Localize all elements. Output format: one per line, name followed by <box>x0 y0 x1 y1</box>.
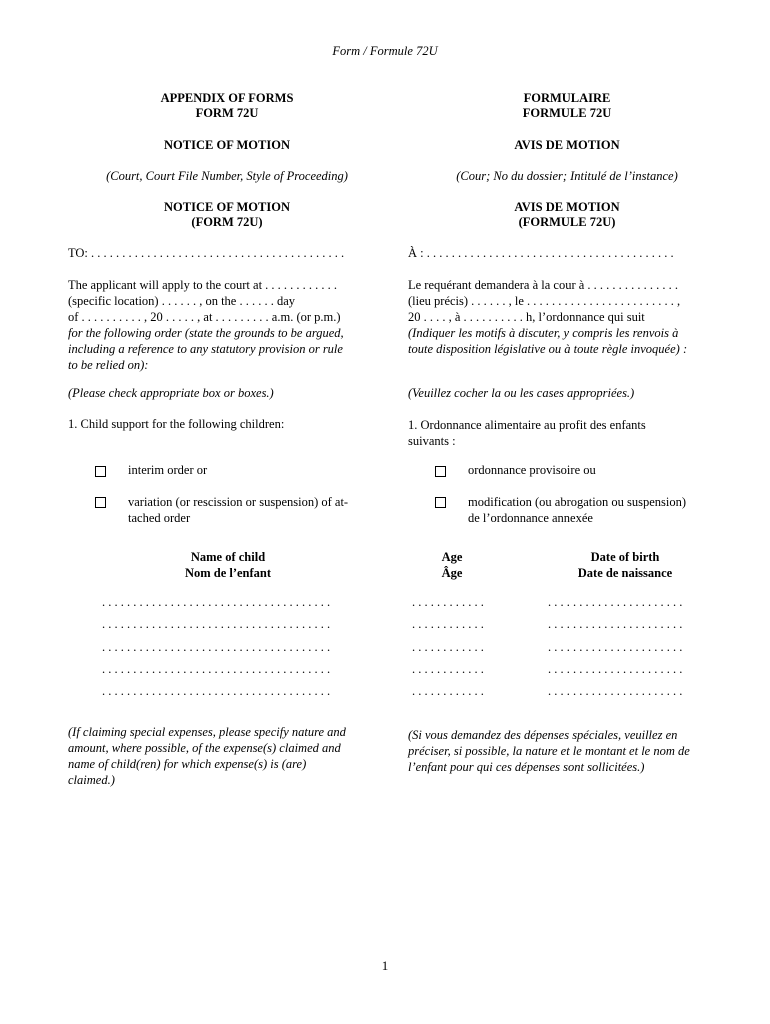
special-line: l’enfant pour qui ces dépenses sont sollicitées.) <box>408 760 645 774</box>
variation-label-en <box>128 494 386 526</box>
special-line: (If claiming special expenses, please specify nature and <box>68 725 346 739</box>
special-line: amount, where possible, of the expense(s) claimed and <box>68 741 341 755</box>
form-number-fr-2: (FORMULE 72U) <box>518 215 616 229</box>
form-number-en: FORM 72U <box>195 106 259 120</box>
formulaire-title: FORMULAIRE <box>523 91 611 105</box>
column-header-dob-en: Date of birth <box>590 550 660 564</box>
page-header: Form / Formule 72U <box>332 44 438 58</box>
notice-title-en: NOTICE OF MOTION <box>164 138 290 152</box>
dob-blank[interactable]: . . . . . . . . . . . . . . . . . . . . . . <box>548 662 683 676</box>
item-1-fr <box>408 417 726 449</box>
motion-line: of . . . . . . . . . . , 20 . . . . . , at . . . . . . . . . a.m. (or p.m.) <box>68 310 341 324</box>
item-1-fr-line: 1. Ordonnance alimentaire au profit des enfants <box>408 418 646 432</box>
motion-line: The applicant will apply to the court at . . . . . . . . . . . . <box>68 278 338 292</box>
dob-blank[interactable]: . . . . . . . . . . . . . . . . . . . . . . <box>548 640 683 654</box>
age-blank[interactable]: . . . . . . . . . . . . <box>412 662 484 676</box>
column-header-name-en: Name of child <box>190 550 266 564</box>
variation-checkbox-fr[interactable] <box>435 494 446 509</box>
column-header-age-fr: Âge <box>441 566 463 580</box>
name-blank[interactable]: . . . . . . . . . . . . . . . . . . . . . . . . . . . . . . . . . . . . . <box>102 662 331 676</box>
motion-paragraph-fr <box>408 277 726 357</box>
variation-line: de l’ordonnance annexée <box>468 511 593 525</box>
name-blank[interactable]: . . . . . . . . . . . . . . . . . . . . . . . . . . . . . . . . . . . . . <box>102 640 331 654</box>
variation-line: tached order <box>128 511 191 525</box>
name-blank[interactable]: . . . . . . . . . . . . . . . . . . . . . . . . . . . . . . . . . . . . . <box>102 595 331 609</box>
interim-order-checkbox-en[interactable] <box>95 463 106 478</box>
special-line: préciser, si possible, la nature et le montant et le nom de <box>408 744 690 758</box>
court-line-en: (Court, Court File Number, Style of Proceeding) <box>106 169 348 183</box>
dob-blank[interactable]: . . . . . . . . . . . . . . . . . . . . . . <box>548 684 683 698</box>
name-blank[interactable]: . . . . . . . . . . . . . . . . . . . . . . . . . . . . . . . . . . . . . <box>102 684 331 698</box>
dob-blank[interactable]: . . . . . . . . . . . . . . . . . . . . . . <box>548 617 683 631</box>
column-header-age-en: Age <box>441 550 463 564</box>
item-1-fr-line: suivants : <box>408 434 456 448</box>
appendix-title: APPENDIX OF FORMS <box>160 91 294 105</box>
special-line: name of child(ren) for which expense(s) is (are) <box>68 757 307 771</box>
interim-order-label-fr: ordonnance provisoire ou <box>468 463 596 477</box>
special-expenses-note-fr <box>408 727 726 775</box>
to-line-en: TO: . . . . . . . . . . . . . . . . . . . . . . . . . . . . . . . . . . . . . . . . . <box>68 246 345 260</box>
dob-blank[interactable]: . . . . . . . . . . . . . . . . . . . . . . <box>548 595 683 609</box>
variation-label-fr <box>468 494 726 526</box>
motion-line: for the following order (state the grounds to be argued, <box>68 326 344 340</box>
item-1-en: 1. Child support for the following children: <box>68 417 285 431</box>
special-expenses-note-en <box>68 724 386 788</box>
motion-line: 20 . . . . , à . . . . . . . . . . h, l’ordonnance qui suit <box>408 310 645 324</box>
special-line: (Si vous demandez des dépenses spéciales, veuillez en <box>408 728 678 742</box>
interim-order-checkbox-fr[interactable] <box>435 463 446 478</box>
interim-order-label-en: interim order or <box>128 463 208 477</box>
special-line: claimed.) <box>68 773 115 787</box>
check-note-fr: (Veuillez cocher la ou les cases appropriées.) <box>408 386 635 400</box>
name-blank[interactable]: . . . . . . . . . . . . . . . . . . . . . . . . . . . . . . . . . . . . . <box>102 617 331 631</box>
motion-paragraph-en <box>68 277 386 373</box>
to-line-fr: À : . . . . . . . . . . . . . . . . . . . . . . . . . . . . . . . . . . . . . . . . <box>408 246 674 260</box>
motion-line: including a reference to any statutory provision or rule <box>68 342 343 356</box>
court-line-fr: (Cour; No du dossier; Intitulé de l’instance) <box>456 169 678 183</box>
column-header-name-fr: Nom de l’enfant <box>184 566 272 580</box>
column-header-dob-fr: Date de naissance <box>577 566 673 580</box>
age-blank[interactable]: . . . . . . . . . . . . <box>412 595 484 609</box>
motion-line: (specific location) . . . . . . , on the . . . . . . day <box>68 294 296 308</box>
form-number-en-2: (FORM 72U) <box>191 215 263 229</box>
motion-line: toute disposition législative ou à toute règle invoquée) : <box>408 342 688 356</box>
age-blank[interactable]: . . . . . . . . . . . . <box>412 640 484 654</box>
variation-line: variation (or rescission or suspension) of at- <box>128 495 349 509</box>
notice-title-fr-2: AVIS DE MOTION <box>514 200 620 214</box>
page-number: 1 <box>381 958 389 973</box>
motion-line: Le requérant demandera à la cour à . . . . . . . . . . . . . . . <box>408 278 679 292</box>
variation-checkbox-en[interactable] <box>95 494 106 509</box>
variation-line: modification (ou abrogation ou suspension) <box>468 495 687 509</box>
motion-line: to be relied on): <box>68 358 149 372</box>
notice-title-en-2: NOTICE OF MOTION <box>164 200 290 214</box>
motion-line: (lieu précis) . . . . . . , le . . . . . . . . . . . . . . . . . . . . . . . . , <box>408 294 681 308</box>
check-note-en: (Please check appropriate box or boxes.) <box>68 386 274 400</box>
form-number-fr: FORMULE 72U <box>522 106 612 120</box>
notice-title-fr: AVIS DE MOTION <box>514 138 620 152</box>
age-blank[interactable]: . . . . . . . . . . . . <box>412 617 484 631</box>
motion-line: (Indiquer les motifs à discuter, y compris les renvois à <box>408 326 679 340</box>
age-blank[interactable]: . . . . . . . . . . . . <box>412 684 484 698</box>
